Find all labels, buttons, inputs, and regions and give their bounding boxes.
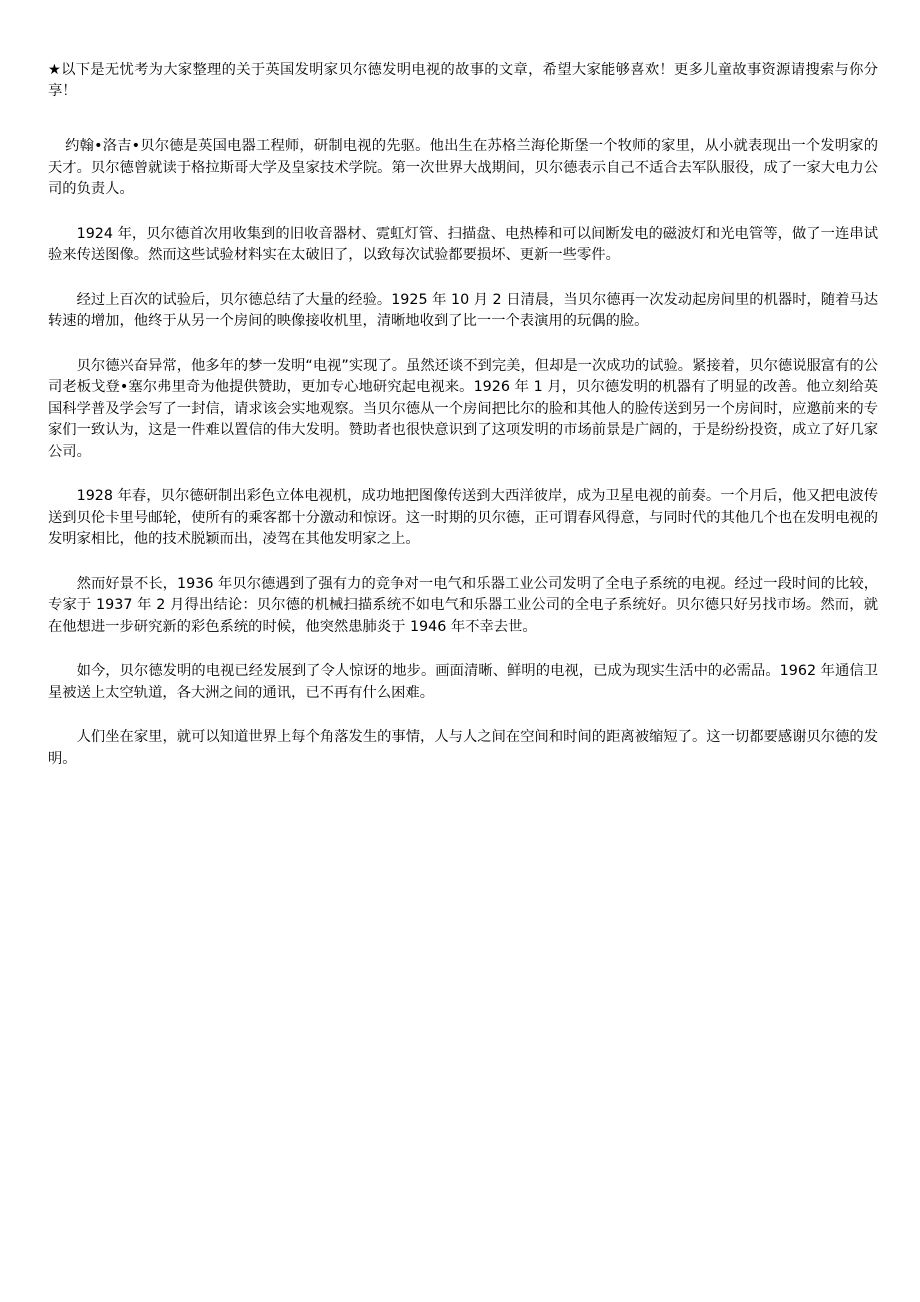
paragraph-1: 约翰•洛吉•贝尔德是英国电器工程师，研制电视的先驱。他出生在苏格兰海伦斯堡一个牧师的家里，从小就表现出一个发明家的天才。贝尔德曾就读于格拉斯哥大学及皇家技术学院。第一次世界大战期间，贝尔德表示自己不适合去军队服役，成了一家大电力公司的负责人。	[48, 138, 878, 197]
paragraph-6: 然而好景不长，1936 年贝尔德遇到了强有力的竞争对一电气和乐器工业公司发明了全电子系统的电视。经过一段时间的比较，专家于 1937 年 2 月得出结论：贝尔德的机械扫描系统不如电气和乐器工业公司的全电子系统好。贝尔德只好另找市场。然而，就在他想进一步研究新的彩色系统的时候，他突然患肺炎于 1946 年不幸去世。	[48, 575, 878, 635]
document-page	[48, 60, 878, 793]
paragraph-4: 贝尔德兴奋异常，他多年的梦一发明“电视”实现了。虽然还谈不到完美，但却是一次成功的试验。紧接着，贝尔德说服富有的公司老板戈登•塞尔弗里奇为他提供赞助，更加专心地研究起电视来。1926 年 1 月，贝尔德发明的机器有了明显的改善。他立刻给英国科学普及学会写了一封信，请求该会实地观察。当贝尔德从一个房间把比尔的脸和其他人的脸传送到另一个房间时，应邀前来的专家们一致认为，这是一件难以置信的伟大发明。赞助者也很快意识到了这项发明的市场前景是广阔的，于是纷纷投资，成立了好几家公司。	[48, 357, 878, 460]
paragraph-5: 1928 年春，贝尔德研制出彩色立体电视机，成功地把图像传送到大西洋彼岸，成为卫星电视的前奏。一个月后，他又把电波传送到贝伦卡里号邮轮，使所有的乘客都十分激动和惊讶。这一时期的贝尔德，正可谓春风得意，与同时代的其他几个也在发明电视的发明家相比，他的技术脱颖而出，凌驾在其他发明家之上。	[48, 488, 878, 547]
paragraph-8: 人们坐在家里，就可以知道世界上每个角落发生的事情，人与人之间在空间和时间的距离被缩短了。这一切都要感谢贝尔德的发明。	[48, 729, 878, 767]
intro-text: ★以下是无忧考为大家整理的关于英国发明家贝尔德发明电视的故事的文章，希望大家能够喜欢！更多儿童故事资源请搜索与你分享！	[48, 62, 878, 99]
paragraph-2: 1924 年，贝尔德首次用收集到的旧收音器材、霓虹灯管、扫描盘、电热棒和可以间断发电的磁波灯和光电管等，做了一连串试验来传送图像。然而这些试验材料实在太破旧了，以致每次试验都要损坏、更新一些零件。	[48, 225, 878, 263]
paragraph-3: 经过上百次的试验后，贝尔德总结了大量的经验。1925 年 10 月 2 日清晨，当贝尔德再一次发动起房间里的机器时，随着马达转速的增加，他终于从另一个房间的映像接收机里，清晰地收到了比一一个表演用的玩偶的脸。	[48, 291, 878, 329]
paragraph-7: 如今，贝尔德发明的电视已经发展到了令人惊讶的地步。画面清晰、鲜明的电视，已成为现实生活中的必需品。1962 年通信卫星被送上太空轨道，各大洲之间的通讯，已不再有什么困难。	[48, 663, 878, 701]
